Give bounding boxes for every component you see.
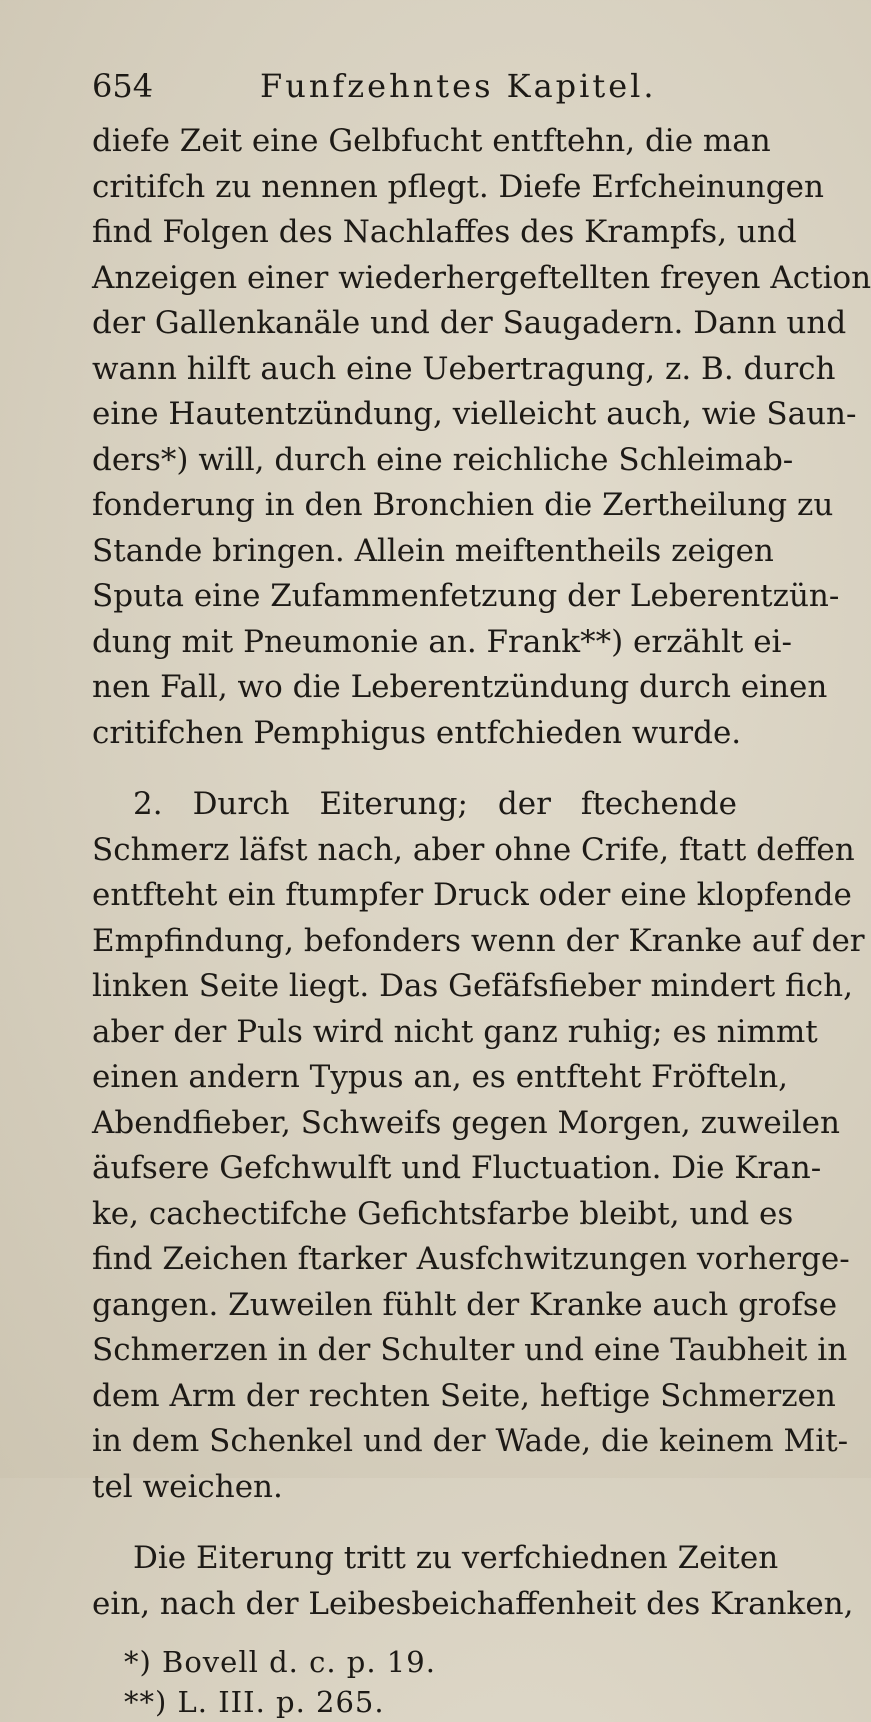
text-line: der Gallenkanäle und der Saugadern. Dann und (92, 305, 847, 341)
text-line: ders*) will, durch eine reichliche Schleimab- (92, 441, 794, 478)
text-line: einen andern Typus an, es entfteht Fröfteln, (92, 1059, 789, 1095)
text-line: Anzeigen einer wiederhergeftellten freyen Action (92, 259, 871, 296)
text-line: fonderung in den Bronchien die Zertheilung zu (92, 487, 834, 523)
text-line: diefe Zeit eine Gelbfucht entftehn, die man (92, 123, 771, 159)
text-line: wann hilft auch eine Uebertragung, z. B. durch (92, 350, 836, 387)
text-line: eine Hautentzündung, vielleicht auch, wie Saun- (92, 396, 857, 432)
text-line: gangen. Zuweilen fühlt der Kranke auch grofse (92, 1286, 838, 1323)
text-line: Stande bringen. Allein meiftentheils zeigen (92, 532, 774, 569)
text-line: Abendfieber, Schweifs gegen Morgen, zuweilen (92, 1104, 840, 1141)
text-line: Schmerzen in der Schulter und eine Taubheit in (92, 1332, 848, 1368)
text-line: linken Seite liegt. Das Gefäfsfieber mindert fich, (92, 968, 853, 1004)
footnote: **) L. III. p. 265. (124, 1685, 385, 1719)
text-line: ein, nach der Leibesbeichaffenheit des Kranken, (92, 1585, 854, 1622)
text-line: critifchen Pemphigus entfchieden wurde. (92, 714, 742, 751)
text-line: nen Fall, wo die Leberentzündung durch einen (92, 669, 828, 705)
text-line: tel weichen. (92, 1468, 283, 1505)
text-line: in dem Schenkel und der Wade, die keinem Mit- (92, 1423, 849, 1459)
text-line: find Folgen des Nachlaffes des Krampfs, und (92, 214, 797, 250)
text-line: Empfindung, befonders wenn der Kranke auf der (92, 922, 865, 959)
text-line: Die Eiterung tritt zu verfchiednen Zeiten (133, 1540, 779, 1576)
footnote: *) Bovell d. c. p. 19. (124, 1645, 436, 1679)
text-line: ke, cachectifche Gefichtsfarbe bleibt, und es (92, 1195, 794, 1232)
text-line: find Zeichen ftarker Ausfchwitzungen vorherge- (92, 1241, 850, 1277)
text-line: Sputa eine Zufammenfetzung der Leberentzün- (92, 578, 840, 614)
page-number: 654 (92, 67, 154, 105)
page-header (92, 64, 732, 108)
text-line: Schmerz läfst nach, aber ohne Crife, ftatt deffen (92, 831, 855, 868)
text-line: dung mit Pneumonie an. Frank**) erzählt ei- (92, 623, 792, 660)
text-line: dem Arm der rechten Seite, heftige Schmerzen (92, 1377, 836, 1414)
text-line: äufsere Gefchwulft und Fluctuation. Die Kran- (92, 1150, 822, 1186)
text-line: aber der Puls wird nicht ganz ruhig; es nimmt (92, 1013, 818, 1050)
text-line: 2. Durch Eiterung; der ftechende (133, 786, 737, 822)
running-title: Funfzehntes Kapitel. (260, 67, 657, 105)
text-line: entfteht ein ftumpfer Druck oder eine klopfende (92, 877, 852, 913)
text-line: critifch zu nennen pflegt. Diefe Erfcheinungen (92, 168, 824, 205)
